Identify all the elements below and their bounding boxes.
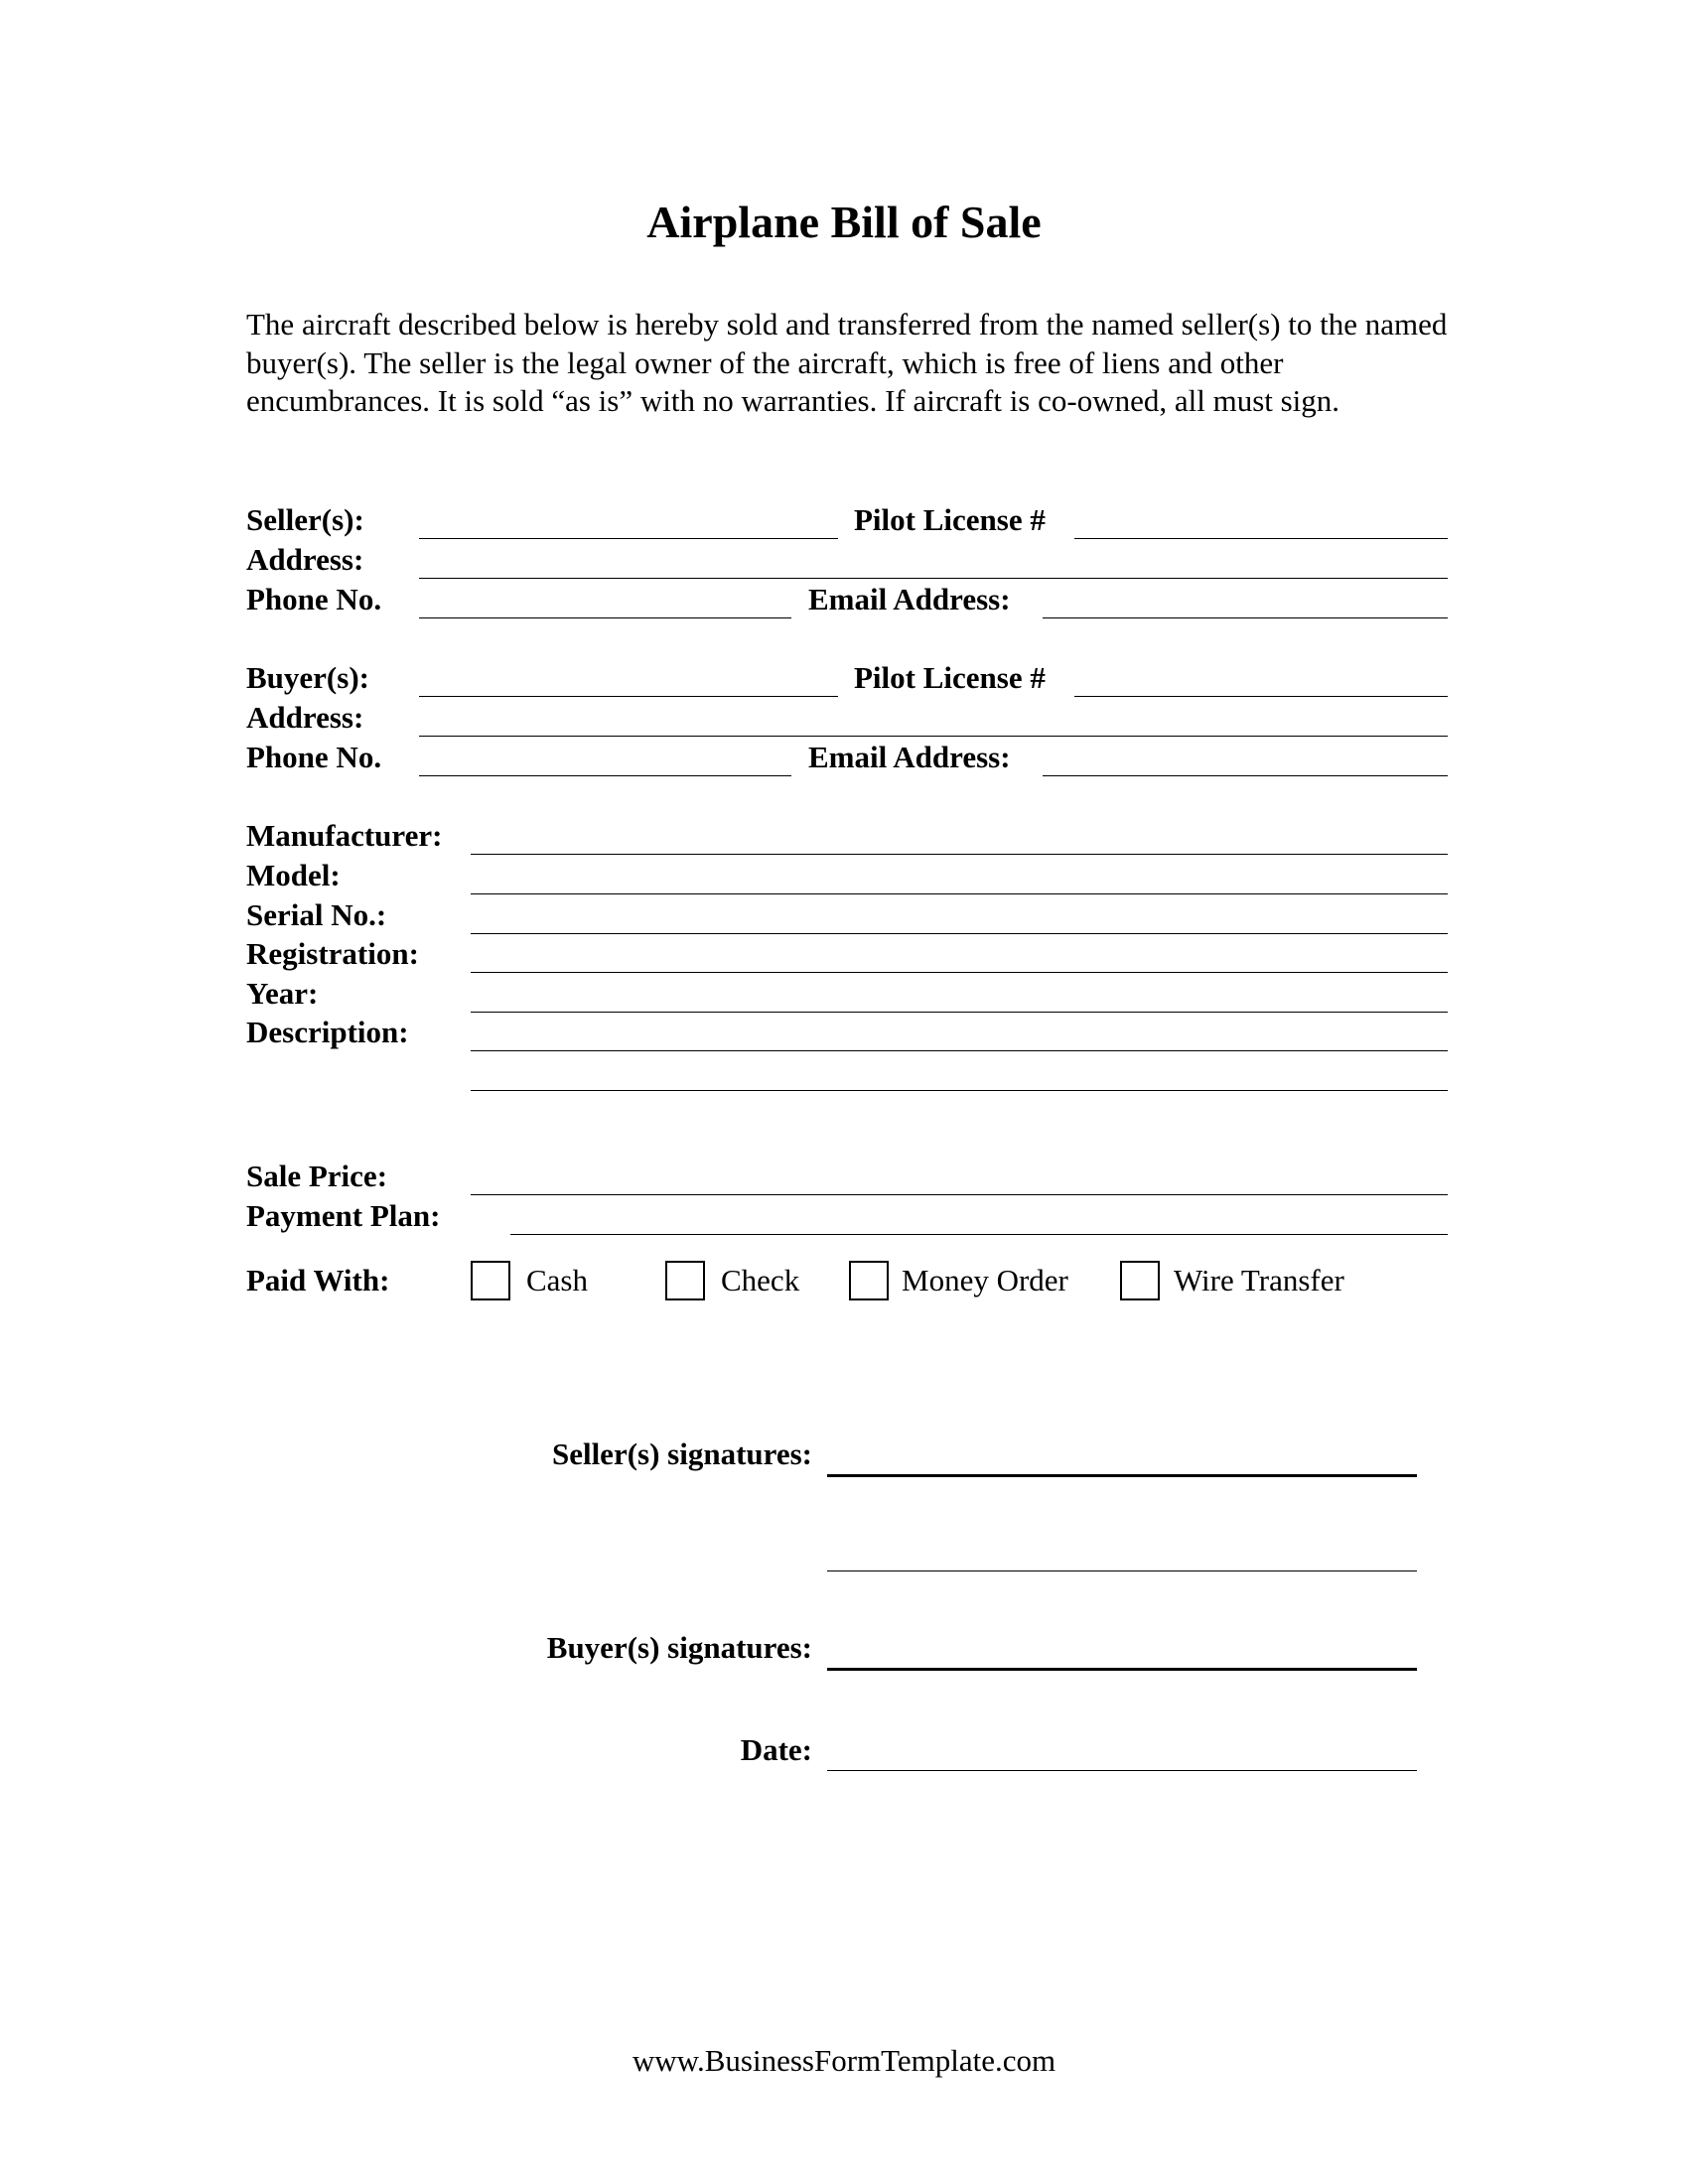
buyer-address-label: Address: bbox=[246, 700, 364, 735]
seller-address-line bbox=[419, 578, 1448, 579]
buyer-address-line bbox=[419, 736, 1448, 737]
seller-signature-field-1[interactable] bbox=[827, 1436, 1417, 1472]
buyer-phone-label: Phone No. bbox=[246, 740, 382, 774]
serial-number-label: Serial No.: bbox=[246, 897, 387, 932]
sale-price-line bbox=[471, 1194, 1448, 1195]
page-title: Airplane Bill of Sale bbox=[646, 197, 1042, 247]
registration-line bbox=[471, 972, 1448, 973]
buyer-signature-field-1[interactable] bbox=[827, 1630, 1417, 1666]
manufacturer-line bbox=[471, 854, 1448, 855]
serial-number-field[interactable] bbox=[471, 895, 1448, 931]
seller-name-label: Seller(s): bbox=[246, 502, 364, 537]
registration-label: Registration: bbox=[246, 936, 419, 971]
model-field[interactable] bbox=[471, 856, 1448, 891]
intro-paragraph: The aircraft described below is hereby sold and transferred from the named seller(s) to the named buyer(s). The seller is the legal owner of the aircraft, which is free of liens and other encumbrances. It is sold “as is” with no warranties. If aircraft is co-owned, all must sign. bbox=[246, 307, 1448, 418]
manufacturer-label: Manufacturer: bbox=[246, 818, 443, 853]
buyer-name-field[interactable] bbox=[419, 658, 838, 694]
seller-phone-line bbox=[419, 617, 791, 618]
buyer-name-label: Buyer(s): bbox=[246, 660, 369, 695]
check-option-label: Check bbox=[721, 1263, 800, 1297]
seller-signature-line-2 bbox=[827, 1570, 1417, 1571]
buyer-address-field[interactable] bbox=[419, 698, 1448, 734]
seller-signature-line-1 bbox=[827, 1474, 1417, 1477]
cash-option-label: Cash bbox=[526, 1263, 588, 1297]
money-order-option-label: Money Order bbox=[902, 1263, 1068, 1297]
seller-phone-label: Phone No. bbox=[246, 582, 382, 616]
wire-transfer-checkbox[interactable] bbox=[1120, 1261, 1160, 1300]
seller-pilot-license-label: Pilot License # bbox=[854, 502, 1046, 537]
money-order-checkbox[interactable] bbox=[849, 1261, 889, 1300]
buyer-phone-field[interactable] bbox=[419, 738, 791, 773]
year-label: Year: bbox=[246, 976, 319, 1011]
check-checkbox[interactable] bbox=[665, 1261, 705, 1300]
seller-name-field[interactable] bbox=[419, 500, 838, 536]
buyer-phone-line bbox=[419, 775, 791, 776]
paid-with-label: Paid With: bbox=[246, 1263, 390, 1297]
buyer-email-label: Email Address: bbox=[808, 740, 1011, 774]
cash-checkbox[interactable] bbox=[471, 1261, 510, 1300]
sale-price-label: Sale Price: bbox=[246, 1159, 388, 1193]
description-field-1[interactable] bbox=[471, 1013, 1448, 1048]
sale-price-field[interactable] bbox=[471, 1157, 1448, 1192]
buyer-email-line bbox=[1043, 775, 1448, 776]
buyer-name-line bbox=[419, 696, 838, 697]
footer-website: www.BusinessFormTemplate.com bbox=[632, 2043, 1056, 2078]
description-label: Description: bbox=[246, 1015, 409, 1049]
buyer-pilot-license-field[interactable] bbox=[1074, 658, 1448, 694]
registration-field[interactable] bbox=[471, 934, 1448, 970]
description-field-2[interactable] bbox=[471, 1052, 1448, 1088]
date-field[interactable] bbox=[827, 1732, 1417, 1768]
model-line bbox=[471, 893, 1448, 894]
seller-pilot-license-line bbox=[1074, 538, 1448, 539]
seller-pilot-license-field[interactable] bbox=[1074, 500, 1448, 536]
manufacturer-field[interactable] bbox=[471, 816, 1448, 852]
buyer-signature-line-1 bbox=[827, 1668, 1417, 1671]
model-label: Model: bbox=[246, 858, 341, 892]
date-label: Date: bbox=[740, 1732, 812, 1767]
seller-signatures-label: Seller(s) signatures: bbox=[551, 1436, 812, 1471]
payment-plan-label: Payment Plan: bbox=[246, 1198, 441, 1233]
seller-address-label: Address: bbox=[246, 542, 364, 577]
buyer-email-field[interactable] bbox=[1043, 738, 1448, 773]
seller-email-label: Email Address: bbox=[808, 582, 1011, 616]
seller-email-line bbox=[1043, 617, 1448, 618]
date-line bbox=[827, 1770, 1417, 1771]
buyer-signatures-label: Buyer(s) signatures: bbox=[546, 1630, 812, 1665]
seller-name-line bbox=[419, 538, 838, 539]
payment-plan-field[interactable] bbox=[510, 1196, 1448, 1232]
buyer-pilot-license-label: Pilot License # bbox=[854, 660, 1046, 695]
description-line-1 bbox=[471, 1050, 1448, 1051]
description-line-2 bbox=[471, 1090, 1448, 1091]
seller-email-field[interactable] bbox=[1043, 580, 1448, 615]
wire-transfer-option-label: Wire Transfer bbox=[1174, 1263, 1344, 1297]
seller-signature-field-2[interactable] bbox=[827, 1533, 1417, 1569]
seller-phone-field[interactable] bbox=[419, 580, 791, 615]
year-field[interactable] bbox=[471, 974, 1448, 1010]
payment-plan-line bbox=[510, 1234, 1448, 1235]
seller-address-field[interactable] bbox=[419, 540, 1448, 576]
buyer-pilot-license-line bbox=[1074, 696, 1448, 697]
